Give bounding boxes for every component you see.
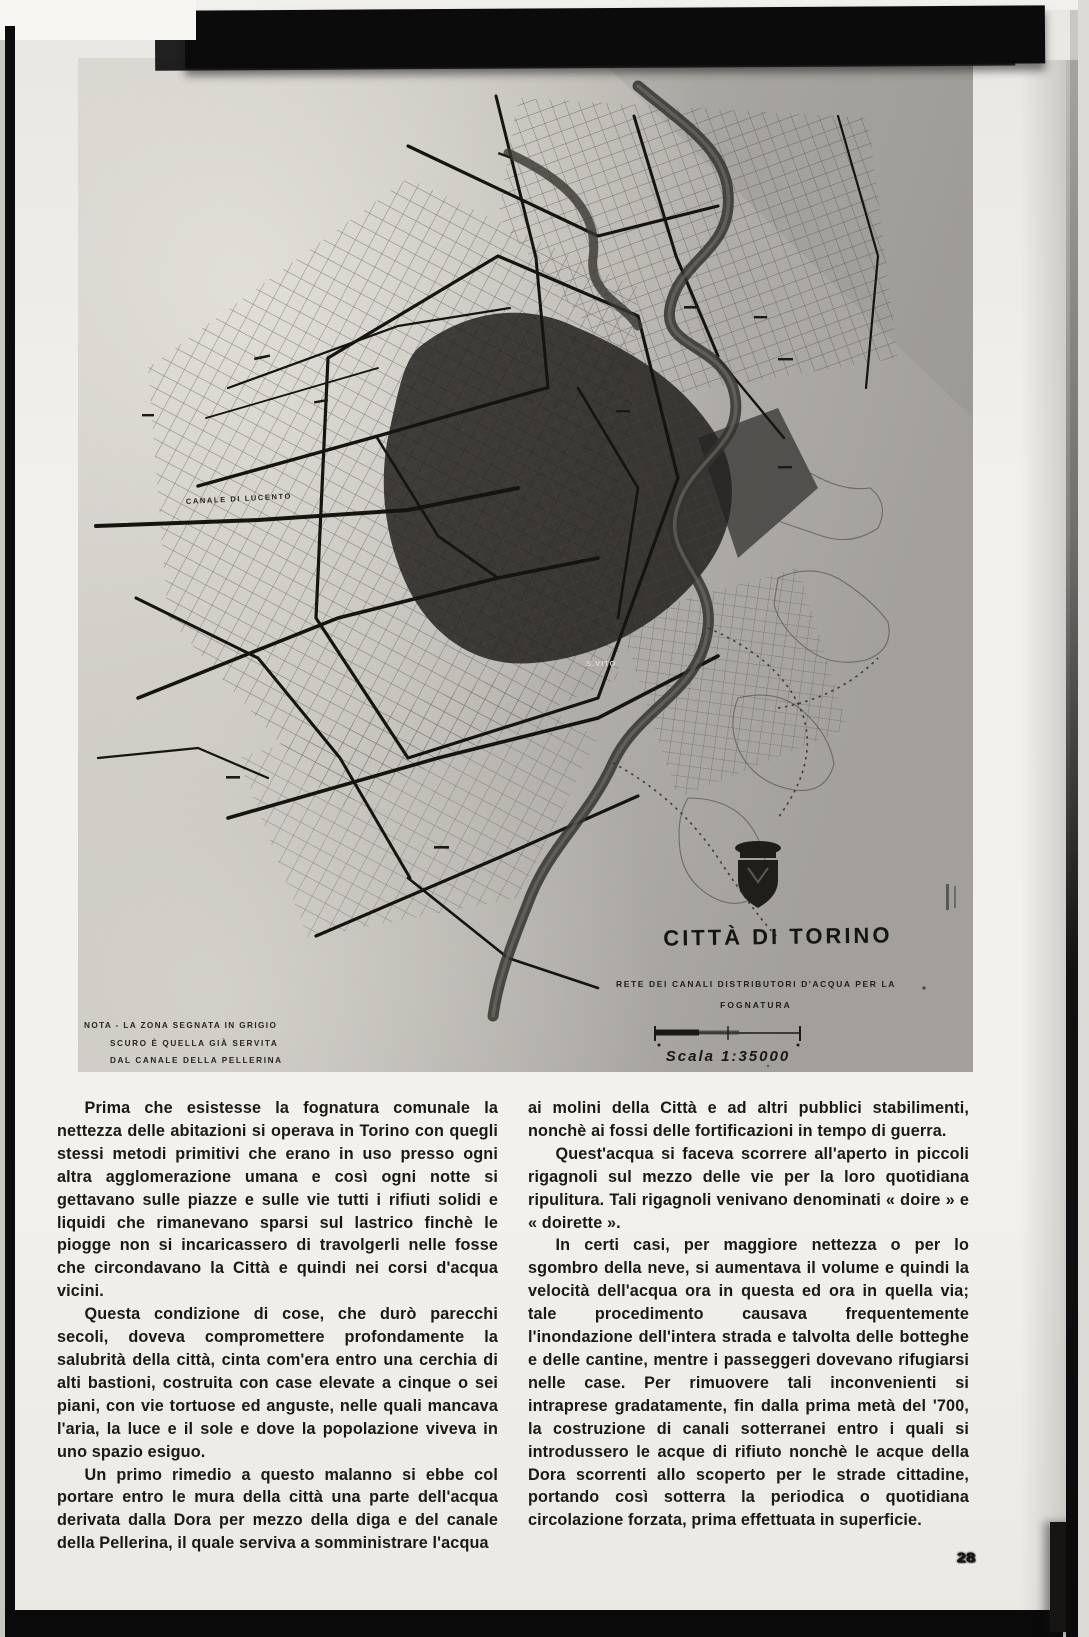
paragraph: Un primo rimedio a questo malanno si ebbe col portare entro le mura della città una parte dell'acqua derivata dalla Dora per mezzo della diga e del canale della Pellerina, il quale serviva a somministrare l'acqua bbox=[57, 1465, 498, 1553]
map-label-svito: S.VITO bbox=[586, 659, 617, 668]
paragraph: Questa condizione di cose, che durò parecchi secoli, doveva compromettere profondamente la salubrità della città, cinta com'era entro una cerchia di alti bastioni, costruita con case elevate a cinque o sei piani, con vie tortuose ed anguste, nelle quali mancava l'aria, la luce e il sole e dove la popolazione viveva in uno spazio esiguo. bbox=[57, 1305, 498, 1461]
page-number: 28 bbox=[956, 1549, 976, 1565]
article-column-left bbox=[57, 1097, 498, 1555]
paragraph: ai molini della Città e ad altri pubblici stabilimenti, nonchè ai fossi delle fortificazioni in tempo di guerra. bbox=[528, 1099, 969, 1140]
map-note-line3: DAL CANALE DELLA PELLERINA bbox=[110, 1056, 283, 1065]
map-subtitle-line1: RETE DEI CANALI DISTRIBUTORI D'ACQUA PER LA bbox=[615, 979, 897, 989]
map-title: CITTÀ DI TORINO bbox=[663, 922, 893, 951]
scan-black-band-top bbox=[185, 5, 1045, 68]
paragraph: In certi casi, per maggiore nettezza o per lo sgombro della neve, si aumentava il volume e quindi la velocità dell'acqua ora in questa ed ora in quella via; tale procedimento causava frequentemente l'inondazione dell'intera strada e talvolta delle botteghe e delle cantine, mentre i passeggeri dovevano rifugiarsi nelle case. Per rimuovere tali inconvenienti si intraprese gradatamente, fin dalla prima metà del '700, la costruzione di canali sotterranei entro i quali si introdussero le acque di rifiuto nonchè le acque della Dora scorrenti allo scoperto per le strade cittadine, portando così sotterra la periodica o quotidiana circolazione forzata, prima effettuata in superficie. bbox=[528, 1236, 969, 1530]
map-note-line1: NOTA - LA ZONA SEGNATA IN GRIGIO bbox=[84, 1021, 278, 1030]
map-note bbox=[84, 1021, 283, 1065]
paragraph: Prima che esistesse la fognatura comunale la nettezza delle abitazioni si operava in Torino con quegli stessi metodi primitivi che erano in uso presso ogni altra agglomerazione umana e così ogni notte si gettavano sulle piazze e sulle vie tutti i rifiuti solidi e liquidi che rimanevano sparsi sul lastrico finchè le piogge non si incaricassero di travolgerli nelle fosse che circondavano la Città e quindi nei corsi d'acqua vicini. bbox=[57, 1099, 498, 1301]
scan-page-edge-sliver bbox=[1078, 0, 1089, 1637]
scan-black-band-bottom bbox=[5, 1610, 1063, 1637]
map-note-line2: SCURO È QUELLA GIÀ SERVITA bbox=[110, 1039, 279, 1048]
map-subtitle-line2: FOGNATURA bbox=[720, 1000, 792, 1010]
torino-canal-map bbox=[78, 58, 973, 1072]
scale-label: Scala 1:35000 bbox=[665, 1048, 791, 1065]
scan-white-notch bbox=[0, 0, 196, 40]
paragraph: Quest'acqua si faceva scorrere all'aperto in piccoli rigagnoli sul mezzo delle vie per la loro quotidiana ripulitura. Tali rigagnoli venivano denominati « doire » e « doirette ». bbox=[528, 1144, 969, 1232]
scan-black-edge-right bbox=[1066, 60, 1078, 1637]
article-column-right bbox=[528, 1097, 969, 1532]
page-fold-shadow bbox=[1020, 60, 1066, 1610]
scan-black-edge-left bbox=[5, 26, 15, 1637]
map-label-canale-lucento: CANALE DI LUCENTO bbox=[185, 491, 293, 506]
